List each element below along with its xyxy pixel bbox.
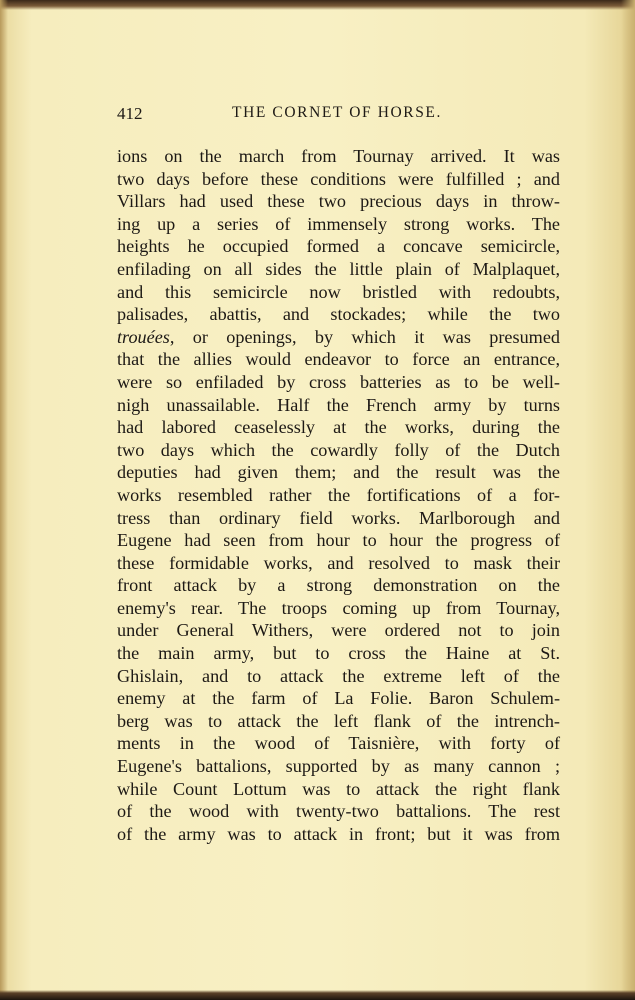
text-line: two days before these conditions were fulfilled ; and xyxy=(117,168,560,189)
text-line: Villars had used these two precious days in throw- xyxy=(117,191,560,212)
text-line: of the army was to attack in front; but it was from xyxy=(117,823,560,844)
text-line: ments in the wood of Taisnière, with forty of xyxy=(117,733,560,754)
text-line: and this semicircle now bristled with redoubts, xyxy=(117,281,560,302)
text-line: the main army, but to cross the Haine at St. xyxy=(117,643,560,664)
page-top-edge xyxy=(0,0,635,10)
running-title: THE CORNET OF HORSE. xyxy=(232,104,442,121)
text-line: deputies had given them; and the result was the xyxy=(117,462,560,483)
text-line: Ghislain, and to attack the extreme left of the xyxy=(117,665,560,686)
text-line: while Count Lottum was to attack the right flank xyxy=(117,778,560,799)
text-line: palisades, abattis, and stockades; while the two xyxy=(117,304,560,325)
text-line: nigh unassailable. Half the French army by turns xyxy=(117,394,560,415)
text-line: these formidable works, and resolved to mask their xyxy=(117,552,560,573)
text-line: tress than ordinary field works. Marlborough and xyxy=(117,507,560,528)
text-line: trouées, or openings, by which it was presumed xyxy=(117,326,560,347)
text-line: heights he occupied formed a concave semicircle, xyxy=(117,236,560,257)
text-line: ing up a series of immensely strong works. The xyxy=(117,213,560,234)
text-line: enfilading on all sides the little plain of Malplaquet, xyxy=(117,258,560,279)
italic-word: trouées xyxy=(117,326,170,347)
text-line: of the wood with twenty-two battalions. The rest xyxy=(117,801,560,822)
text-line: berg was to attack the left flank of the intrench- xyxy=(117,710,560,731)
text-line: enemy at the farm of La Folie. Baron Schulem- xyxy=(117,688,560,709)
spine-shadow xyxy=(0,0,8,1000)
text-line: Eugene's battalions, supported by as many cannon ; xyxy=(117,756,560,777)
text-line: that the allies would endeavor to force an entrance, xyxy=(117,349,560,370)
page-bottom-edge xyxy=(0,990,635,1000)
text-line: had labored ceaselessly at the works, during the xyxy=(117,417,560,438)
text-line: Eugene had seen from hour to hour the progress of xyxy=(117,530,560,551)
text-line: works resembled rather the fortifications of a for- xyxy=(117,484,560,505)
page-right-edge xyxy=(621,0,635,1000)
text-line: two days which the cowardly folly of the Dutch xyxy=(117,439,560,460)
text-line: enemy's rear. The troops coming up from Tournay, xyxy=(117,597,560,618)
page-number: 412 xyxy=(117,104,143,123)
text-line: under General Withers, were ordered not to join xyxy=(117,620,560,641)
running-header xyxy=(117,104,560,128)
text-line: were so enfiladed by cross batteries as to be well- xyxy=(117,371,560,392)
text-line: front attack by a strong demonstration on the xyxy=(117,575,560,596)
body-text xyxy=(117,145,560,845)
text-line: ions on the march from Tournay arrived. It was xyxy=(117,146,560,166)
